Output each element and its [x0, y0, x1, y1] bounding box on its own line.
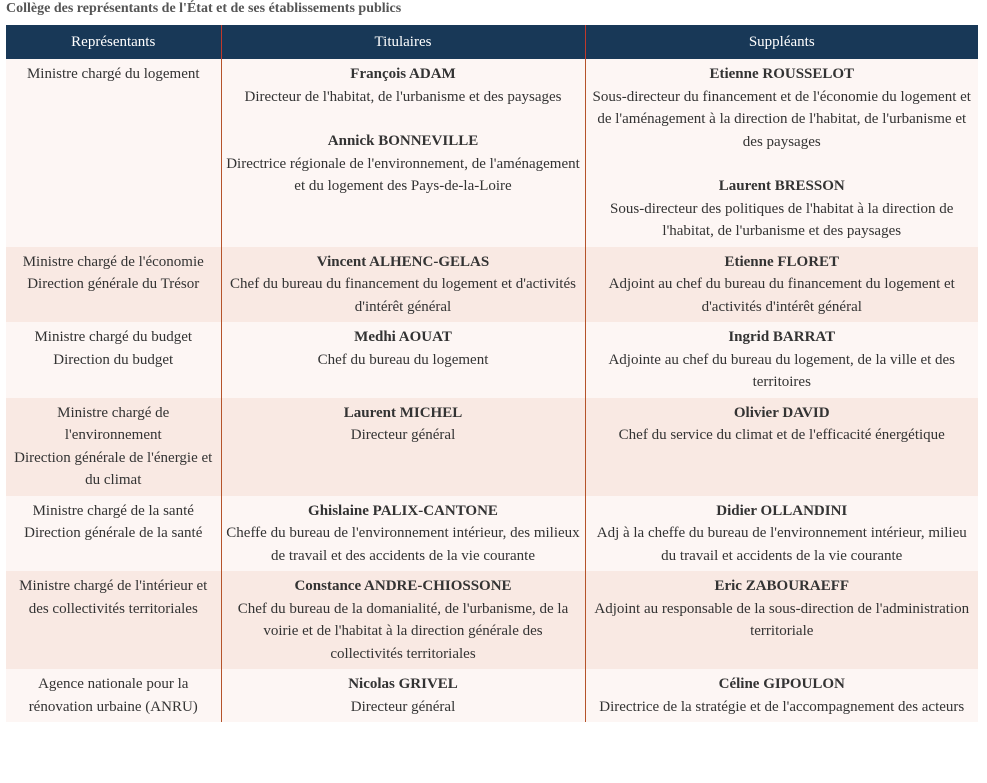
person-name: Etienne ROUSSELOT	[709, 66, 855, 82]
cell-suppleants	[585, 571, 978, 669]
representant-line: Ministre chargé de l'intérieur et des collectivités territoriales	[19, 578, 208, 617]
cell-suppleants	[585, 496, 978, 572]
person-role: Directeur général	[350, 698, 456, 715]
person-role: Cheffe du bureau de l'environnement intérieur, des milieux de travail et des accidents de la vie courante	[226, 525, 580, 564]
person-name: Laurent MICHEL	[343, 404, 463, 421]
person-role: Sous-directeur du financement et de l'économie du logement et de l'aménagement à la direction de l'habitat, de l'urbanisme et des paysages	[592, 88, 971, 150]
header-titulaires: Titulaires	[221, 25, 585, 59]
person-name: Ingrid BARRAT	[728, 329, 836, 345]
representant-line: Agence nationale pour la rénovation urbaine (ANRU)	[28, 676, 198, 715]
cell-suppleants	[585, 398, 978, 496]
cell-representant	[6, 59, 221, 247]
representant-line: Ministre chargé du logement	[26, 66, 200, 82]
representant-line: Direction générale du Trésor	[27, 276, 200, 292]
table-caption: Collège des représentants de l'État et de ses établissements publics	[6, 1, 402, 16]
cell-representant	[6, 322, 221, 398]
person-role: Adj à la cheffe du bureau de l'environnement intérieur, milieu du travail et accidents de la vie courante	[596, 525, 967, 564]
representant-line: Direction générale de la santé	[24, 525, 203, 541]
person-name: Eric ZABOURAEFF	[714, 578, 850, 594]
table-row	[6, 59, 978, 247]
table-row	[6, 247, 978, 323]
table-row	[6, 496, 978, 572]
header-row	[6, 25, 978, 59]
cell-titulaires	[221, 59, 585, 247]
person-role: Sous-directeur des politiques de l'habitat à la direction de l'habitat, de l'urbanisme et des paysages	[610, 200, 954, 239]
person-name: Annick BONNEVILLE	[327, 133, 479, 149]
person-role: Adjointe au chef du bureau du logement, de la ville et des territoires	[608, 351, 956, 390]
cell-suppleants	[585, 59, 978, 247]
person-role: Directeur général	[350, 427, 456, 443]
person-name: Céline GIPOULON	[718, 676, 845, 692]
person-name: Didier OLLANDINI	[716, 502, 848, 519]
representatives-table	[6, 25, 978, 722]
person-name: François ADAM	[350, 66, 456, 82]
cell-representant	[6, 571, 221, 669]
table-row	[6, 398, 978, 496]
header-representants: Représentants	[6, 25, 221, 59]
cell-titulaires	[221, 398, 585, 496]
person-name: Olivier DAVID	[733, 404, 830, 421]
cell-suppleants	[585, 322, 978, 398]
header-suppleants: Suppléants	[585, 25, 978, 59]
cell-representant	[6, 398, 221, 496]
cell-suppleants	[585, 669, 978, 722]
cell-representant	[6, 669, 221, 722]
person-role: Chef du bureau du financement du logement et d'activités d'intérêt général	[230, 276, 576, 315]
representant-line: Ministre chargé de l'environnement	[57, 404, 170, 443]
person-name: Etienne FLORET	[724, 253, 840, 270]
representant-line: Direction du budget	[53, 351, 174, 368]
table-row	[6, 322, 978, 398]
person-name: Ghislaine PALIX-CANTONE	[308, 502, 498, 519]
person-role: Directrice régionale de l'environnement, de l'aménagement et du logement des Pays-de-la-Loire	[226, 155, 580, 194]
representant-line: Ministre chargé de l'économie	[22, 253, 204, 270]
person-role: Chef du bureau du logement	[317, 351, 489, 368]
person-role: Chef du service du climat et de l'efficacité énergétique	[618, 427, 945, 443]
person-name: Nicolas GRIVEL	[348, 676, 458, 692]
representant-line: Ministre chargé du budget	[34, 329, 193, 345]
cell-representant	[6, 496, 221, 572]
person-name: Constance ANDRE-CHIOSSONE	[294, 578, 512, 594]
person-role: Adjoint au responsable de la sous-direction de l'administration territoriale	[594, 600, 970, 639]
representant-line: Ministre chargé de la santé	[32, 502, 194, 519]
person-role: Chef du bureau de la domanialité, de l'urbanisme, de la voirie et de l'habitat à la direction générale des collectivités territoriales	[237, 600, 569, 662]
table-row	[6, 571, 978, 669]
cell-titulaires	[221, 247, 585, 323]
table-row	[6, 669, 978, 722]
cell-titulaires	[221, 669, 585, 722]
cell-representant	[6, 247, 221, 323]
person-name: Laurent BRESSON	[718, 178, 845, 194]
person-name: Vincent ALHENC-GELAS	[316, 253, 490, 270]
person-role: Adjoint au chef du bureau du financement du logement et d'activités d'intérêt général	[608, 276, 955, 315]
person-role: Directrice de la stratégie et de l'accompagnement des acteurs	[599, 698, 965, 715]
cell-titulaires	[221, 496, 585, 572]
cell-titulaires	[221, 571, 585, 669]
cell-titulaires	[221, 322, 585, 398]
person-name: Medhi AOUAT	[354, 329, 452, 345]
person-role: Directeur de l'habitat, de l'urbanisme et des paysages	[244, 88, 562, 105]
cell-suppleants	[585, 247, 978, 323]
representant-line: Direction générale de l'énergie et du climat	[14, 449, 213, 488]
